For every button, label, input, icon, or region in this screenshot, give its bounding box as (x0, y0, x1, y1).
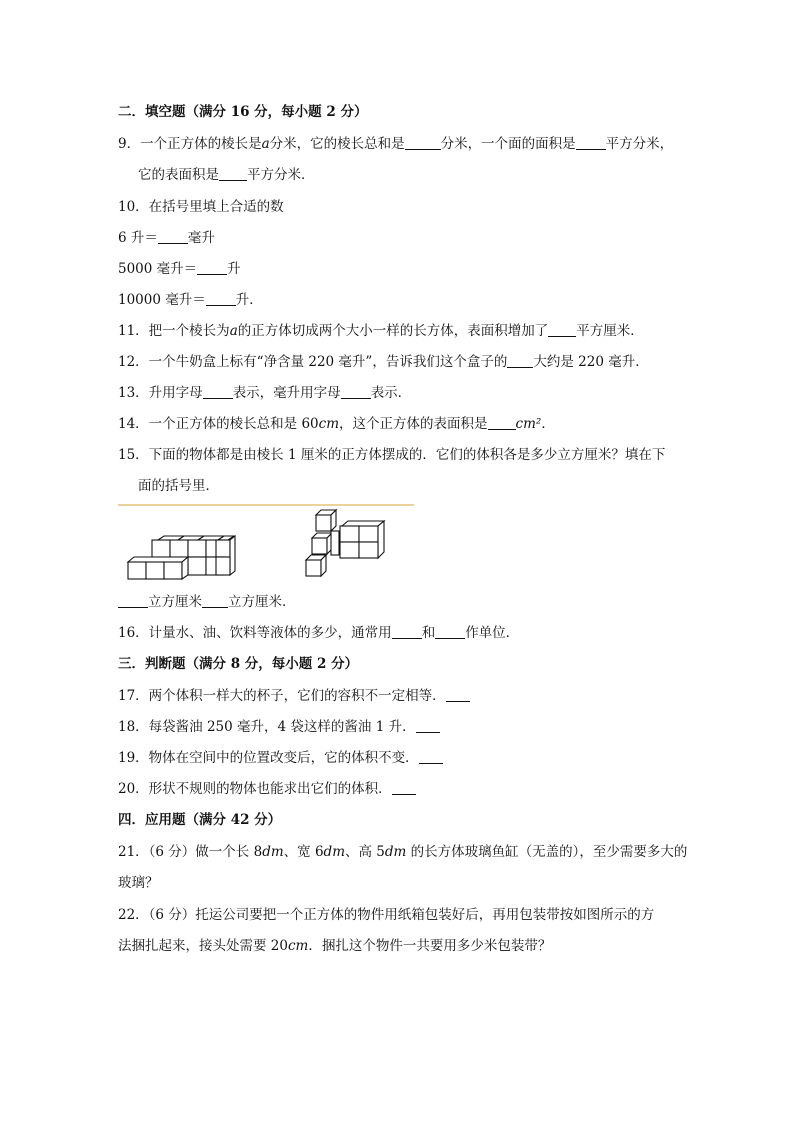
question-19: 19．物体在空间中的位置改变后，它的体积不变． (118, 749, 443, 767)
question-15-answers: 立方厘米 立方厘米． (118, 593, 296, 611)
answer-blank[interactable] (405, 136, 441, 150)
question-15-line-1: 15．下面的物体都是由棱长 1 厘米的正方体摆成的．它们的体积各是多少立方厘米？填在下 (118, 447, 666, 463)
answer-blank[interactable] (488, 416, 516, 430)
question-11: 11．把一个棱长为a的正方体切成两个大小一样的长方体，表面积增加了 平方厘米． (118, 323, 644, 339)
section-2-title: 二．填空题（满分 16 分，每小题 2 分） (118, 104, 368, 120)
question-10-line-1: 6 升＝ 毫升 (118, 230, 215, 246)
question-14: 14．一个正方体的棱长总和是 60cm，这个正方体的表面积是 cm²． (118, 416, 555, 432)
section-4-title: 四．应用题（满分 42 分） (118, 812, 282, 828)
answer-blank[interactable] (219, 167, 247, 181)
answer-blank[interactable] (392, 625, 422, 639)
question-20: 20．形状不规则的物体也能求出它们的体积． (118, 780, 416, 798)
question-21-line-2: 玻璃？ (118, 875, 159, 891)
question-16: 16．计量水、油、饮料等液体的多少，通常用 和 作单位． (118, 625, 520, 641)
question-9-line-1: 9．一个正方体的棱长是a分米，它的棱长总和是 分米，一个面的面积是 平方分米， (118, 136, 674, 152)
question-17: 17．两个体积一样大的杯子，它们的容积不一定相等． (118, 687, 470, 705)
section-3-title: 三．判断题（满分 8 分，每小题 2 分） (118, 656, 359, 672)
answer-blank[interactable] (419, 750, 443, 764)
answer-blank[interactable] (203, 385, 233, 399)
answer-blank[interactable] (206, 292, 236, 306)
answer-blank[interactable] (158, 230, 188, 244)
answer-blank[interactable] (202, 594, 228, 608)
cube-structure-2 (306, 510, 384, 576)
answer-blank[interactable] (576, 136, 606, 150)
cube-figure (118, 500, 418, 590)
question-10-line-2: 5000 毫升＝ 升 (118, 261, 241, 277)
question-21-line-1: 21．（6 分）做一个长 8dm、宽 6dm、高 5dm 的长方体玻璃鱼缸（无盖的），至少需要多大的 (118, 844, 688, 860)
cube-structure-1 (128, 536, 235, 579)
question-22-line-2: 法捆扎起来，接头处需要 20cm．捆扎这个物件一共要用多少米包装带？ (118, 938, 552, 954)
question-10-title: 10．在括号里填上合适的数 (118, 199, 284, 215)
question-9-line-2: 它的表面积是 平方分米． (138, 167, 315, 183)
answer-blank[interactable] (446, 688, 470, 702)
question-10-line-3: 10000 毫升＝ 升． (118, 292, 263, 308)
answer-blank[interactable] (435, 625, 465, 639)
answer-blank[interactable] (548, 323, 576, 337)
question-15-line-2: 面的括号里． (138, 478, 219, 494)
answer-blank[interactable] (416, 719, 440, 733)
question-18: 18．每袋酱油 250 毫升，4 袋这样的酱油 1 升． (118, 718, 440, 736)
question-13: 13．升用字母 表示，毫升用字母 表示． (118, 385, 412, 401)
answer-blank[interactable] (392, 781, 416, 795)
question-12: 12．一个牛奶盒上标有“净含量 220 毫升”，告诉我们这个盒子的 大约是 220 毫升． (118, 354, 649, 370)
answer-blank[interactable] (118, 594, 148, 608)
answer-blank[interactable] (341, 385, 371, 399)
answer-blank[interactable] (507, 354, 533, 368)
question-22-line-1: 22．（6 分）托运公司要把一个正方体的物件用纸箱包装好后，再用包装带按如图所示的方 (118, 907, 655, 923)
answer-blank[interactable] (197, 261, 227, 275)
